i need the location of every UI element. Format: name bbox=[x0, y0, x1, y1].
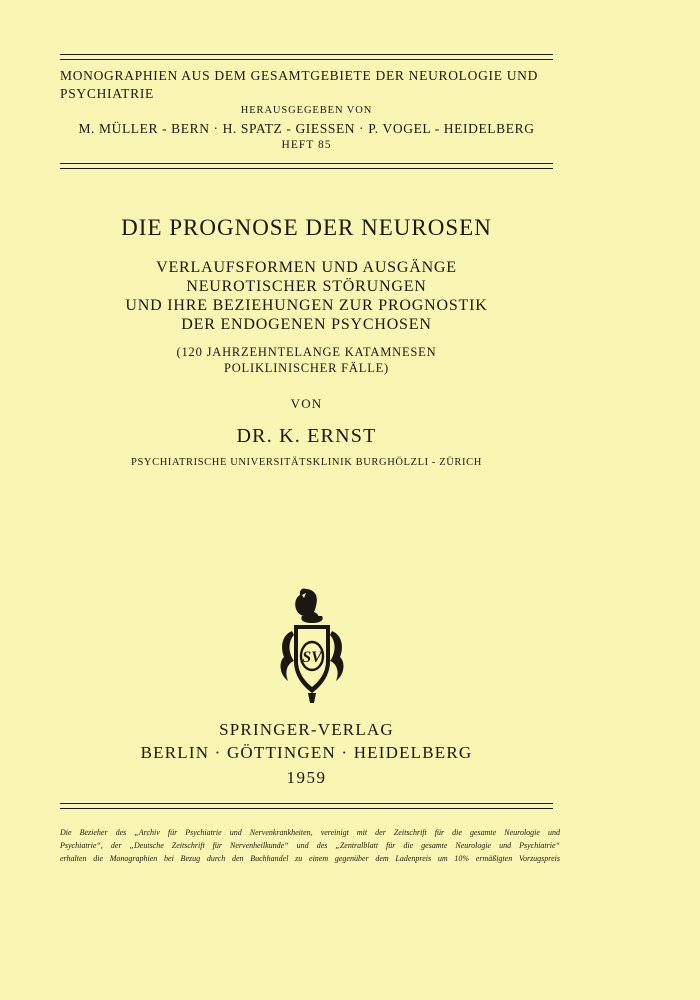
bottom-double-rule bbox=[60, 803, 553, 809]
footnote-line: Psychiatrie“, der „Deutsche Zeitschrift für Nervenheilkunde“ und des „Zentralblatt für die gesamte Neurologie und Psychiatrie“ bbox=[60, 841, 560, 850]
series-line-2: PSYCHIATRIE bbox=[60, 85, 154, 101]
book-title: DIE PROGNOSE DER NEUROSEN bbox=[121, 215, 492, 240]
publisher-name: SPRINGER-VERLAG bbox=[219, 720, 394, 739]
case-note-line: (120 JAHRZEHNTELANGE KATAMNESEN bbox=[176, 345, 437, 359]
heft-number: HEFT 85 bbox=[281, 139, 332, 151]
springer-horse-logo-icon bbox=[272, 583, 352, 707]
author-affiliation: PSYCHIATRISCHE UNIVERSITÄTSKLINIK BURGHÖLZLI - ZÜRICH bbox=[131, 457, 482, 468]
case-note bbox=[60, 344, 553, 376]
subtitle-line: DER ENDOGENEN PSYCHOSEN bbox=[181, 316, 432, 333]
subscriber-footnote bbox=[60, 826, 560, 865]
publisher-cities: BERLIN · GÖTTINGEN · HEIDELBERG bbox=[140, 743, 473, 762]
author-name: DR. K. ERNST bbox=[236, 425, 377, 447]
footnote-line: erhalten die Monographien bei Bezug durch den Buchhandel zu einem gegenüber dem Ladenpreis um 10% ermäßigten Vorzugspreis bbox=[60, 854, 560, 863]
series-header bbox=[60, 67, 553, 155]
top-double-rule bbox=[60, 54, 553, 60]
editors: M. MÜLLER - BERN · H. SPATZ - GIESSEN · P. VOGEL - HEIDELBERG bbox=[78, 120, 535, 136]
footnote-line: Die Bezieher des „Archiv für Psychiatrie und Nervenkrankheiten, vereinigt mit der Zeitschrift für die gesamte Neurologie und bbox=[60, 828, 560, 837]
subtitle-line: NEUROTISCHER STÖRUNGEN bbox=[186, 278, 427, 295]
subtitle-line: VERLAUFSFORMEN UND AUSGÄNGE bbox=[156, 259, 457, 276]
book-subtitle bbox=[60, 258, 553, 334]
series-line-1: MONOGRAPHIEN AUS DEM GESAMTGEBIETE DER NEUROLOGIE UND bbox=[60, 68, 539, 83]
publication-year: 1959 bbox=[286, 768, 327, 787]
header-double-rule bbox=[60, 163, 553, 169]
logo-monogram: SV bbox=[302, 649, 322, 666]
by-label: VON bbox=[290, 396, 323, 411]
case-note-line: POLIKLINISCHER FÄLLE) bbox=[223, 361, 390, 375]
editors-intro: HERAUSGEGEBEN VON bbox=[240, 105, 373, 116]
subtitle-line: UND IHRE BEZIEHUNGEN ZUR PROGNOSTIK bbox=[125, 297, 488, 314]
